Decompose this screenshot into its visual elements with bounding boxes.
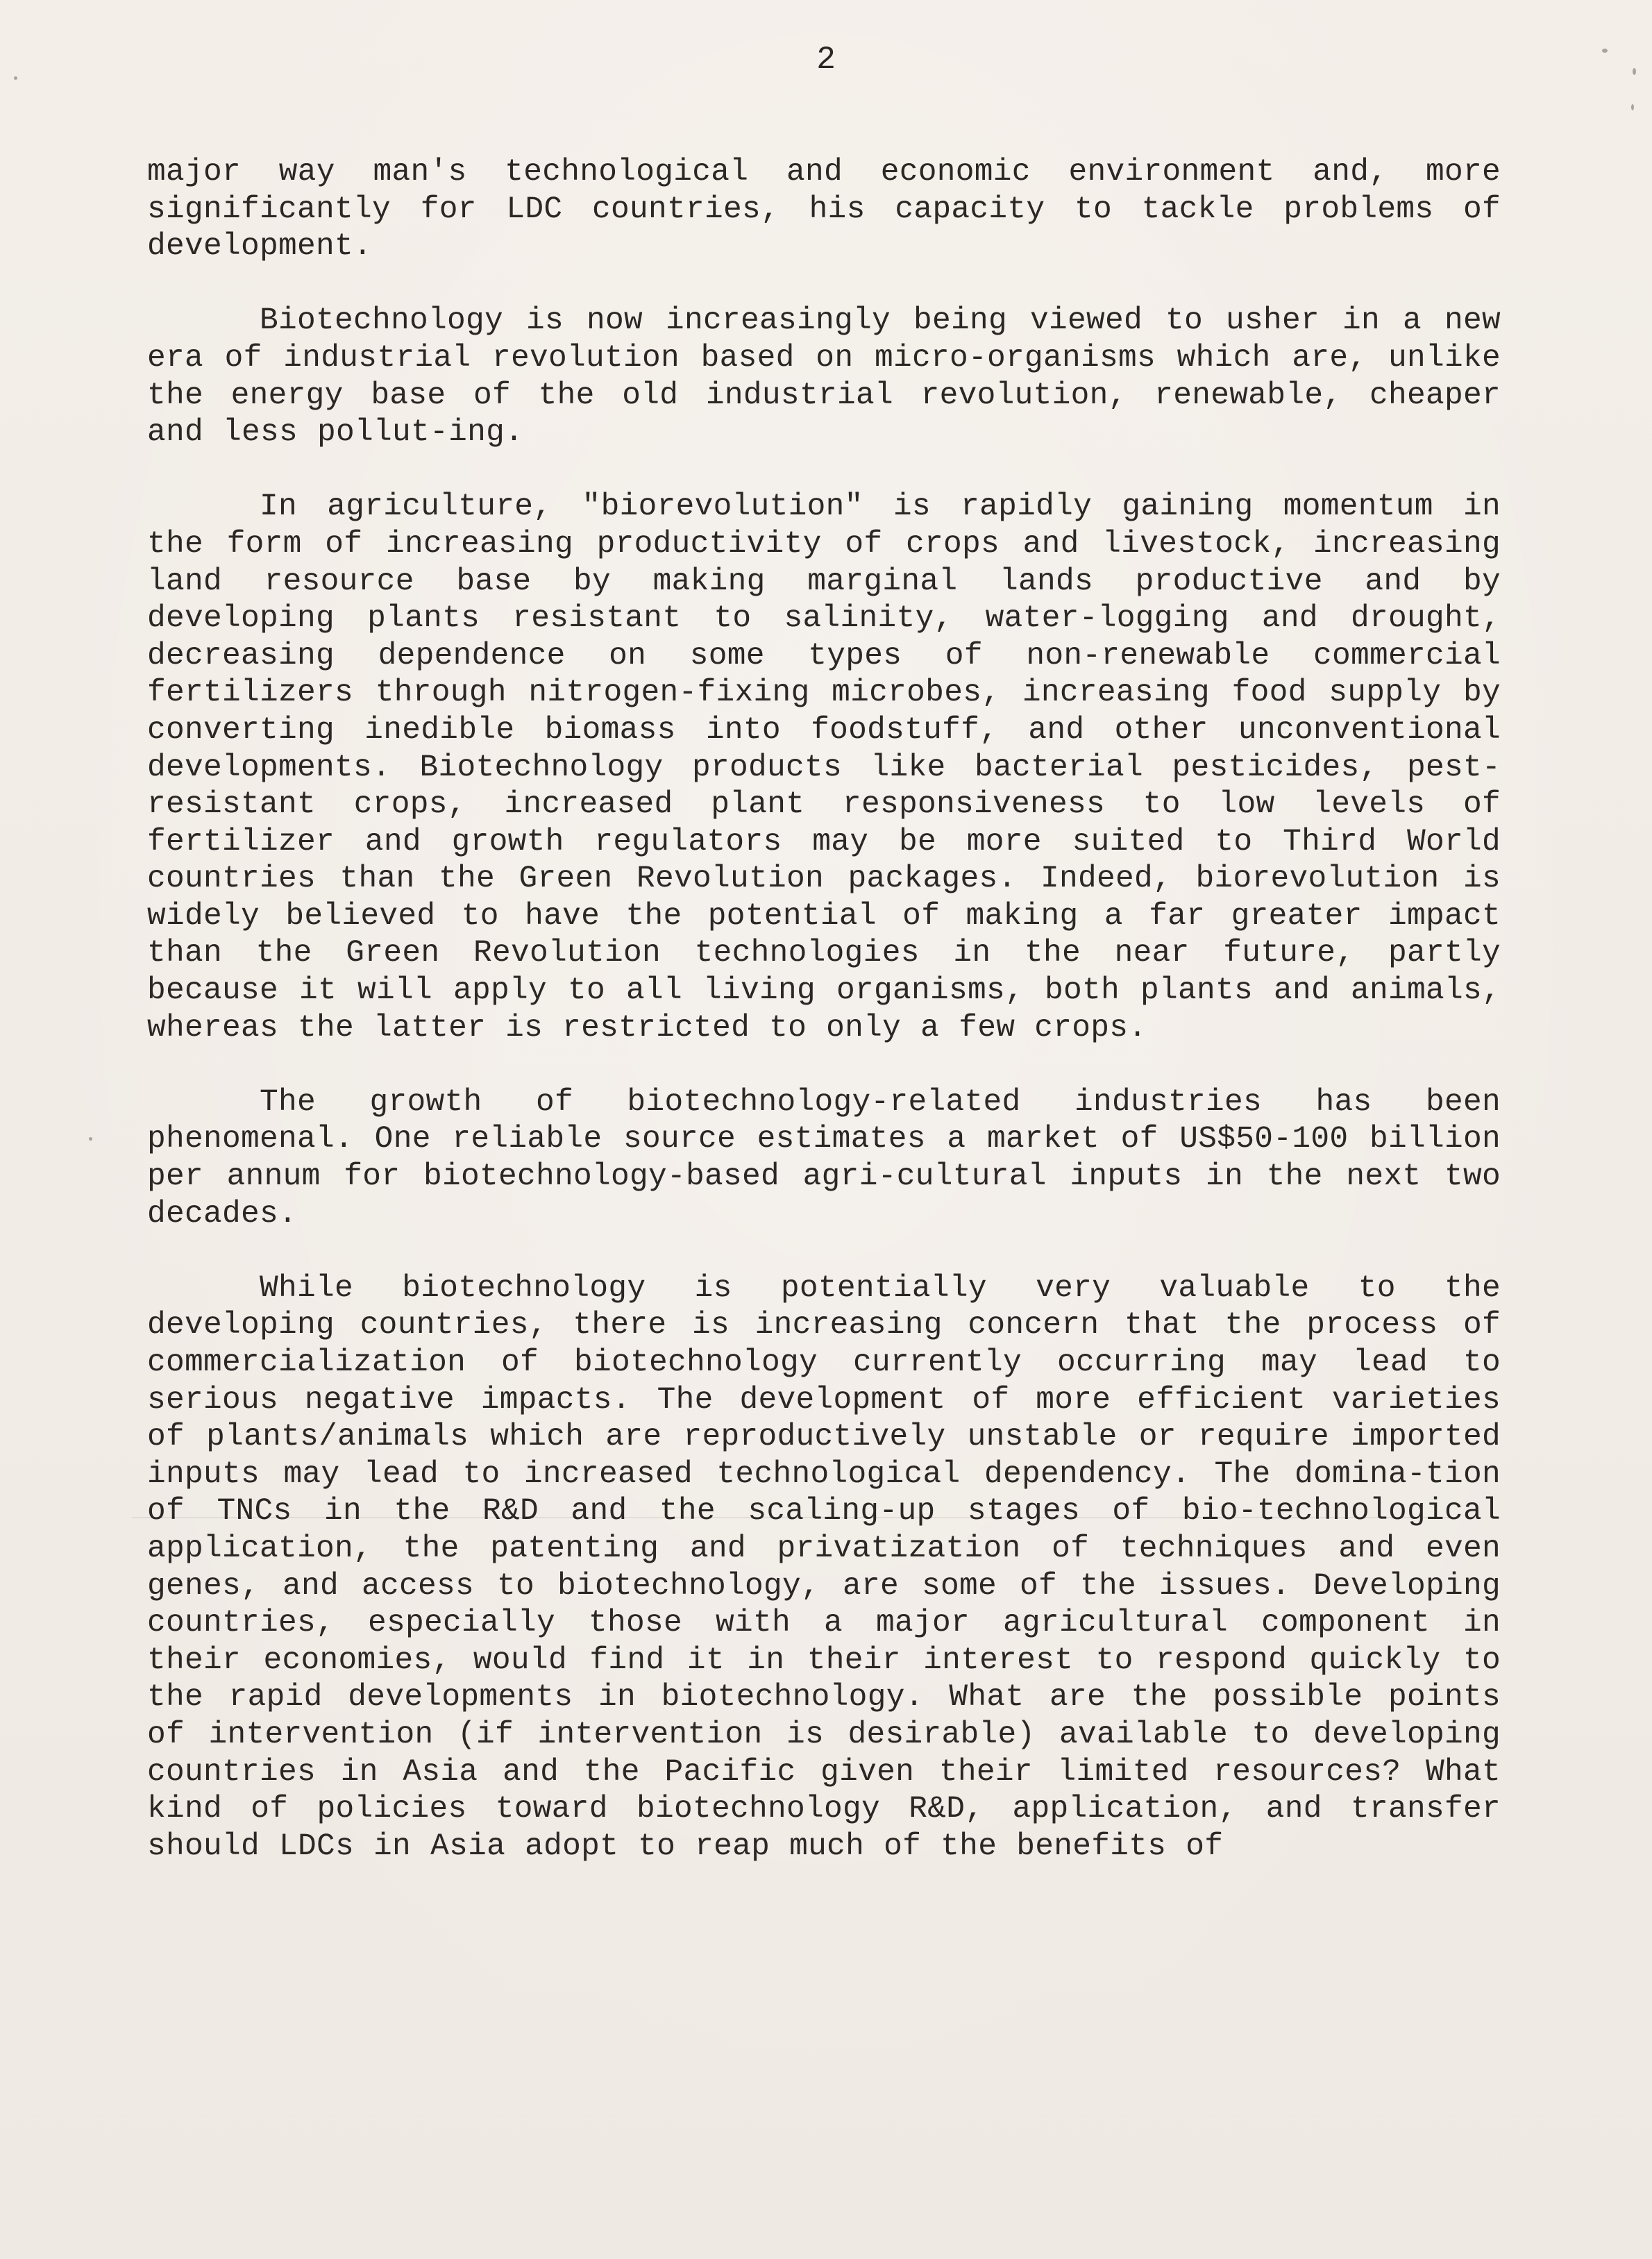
paper-speck (89, 1137, 92, 1141)
body-text (147, 154, 1501, 1903)
paragraph-continuation: major way man's technological and economic environment and, more significantly for LDC countries, his capacity to tackle problems of development. (147, 155, 1501, 264)
paragraph-developing-countries-concern: While biotechnology is potentially very valuable to the developing countries, there is increasing concern that the process of commercialization of biotechnology currently occurring may lead to serious negative impacts. The development of more efficient varieties of plants/animals which are reproductively unstable or require imported inputs may lead to increased technological dependency. The domina-tion of TNCs in the R&D and the scaling-up stages of bio-technological application, the patenting and privatization of techniques and even genes, and access to biotechnology, are some of the issues. Developing countries, especially those with a major agricultural component in their economies, would find it in their interest to respond quickly to the rapid developments in biotechnology. What are the possible points of intervention (if intervention is desirable) available to developing countries in Asia and the Pacific given their limited resources? What kind of policies toward biotechnology R&D, application, and transfer should LDCs in Asia adopt to reap much of the benefits of (147, 1270, 1501, 1864)
page-number: 2 (816, 42, 836, 78)
paragraph-agriculture-biorevolution: In agriculture, "biorevolution" is rapidly gaining momentum in the form of increasing productivity of crops and livestock, increasing land resource base by making marginal lands productive and by developing plants resistant to salinity, water-logging and drought, decreasing dependence on some types of non-renewable commercial fertilizers through nitrogen-fixing microbes, increasing food supply by converting inedible biomass into foodstuff, and other unconventional developments. Biotechnology products like bacterial pesticides, pest-resistant crops, increased plant responsiveness to low levels of fertilizer and growth regulators may be more suited to Third World countries than the Green Revolution packages. Indeed, biorevolution is widely believed to have the potential of making a far greater impact than the Green Revolution technologies in the near future, partly because it will apply to all living organisms, both plants and animals, whereas the latter is restricted to only a few crops. (147, 489, 1501, 1045)
paper-speck (1631, 104, 1634, 110)
paragraph-industry-growth: The growth of biotechnology-related industries has been phenomenal. One reliable source estimates a market of US$50-100 billion per annum for biotechnology-based agri-cultural inputs in the next two decades. (147, 1084, 1501, 1232)
paragraph-biotechnology-industrial-revolution: Biotechnology is now increasingly being viewed to usher in a new era of industrial revolution based on micro-organisms which are, unlike the energy base of the old industrial revolution, renewable, cheaper and less pollut-ing. (147, 303, 1501, 451)
